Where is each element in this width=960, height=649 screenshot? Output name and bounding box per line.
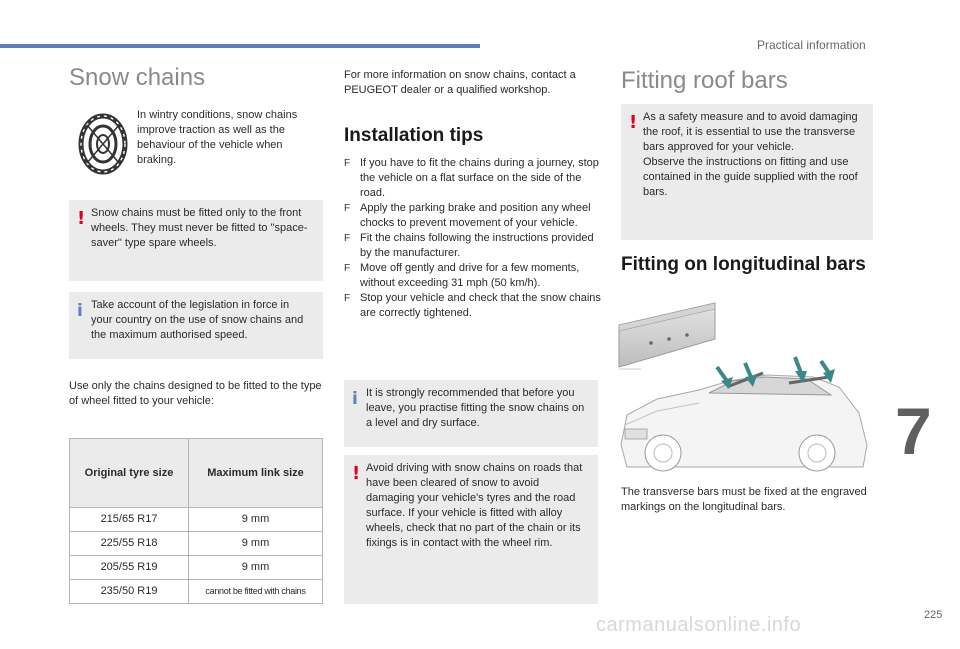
bullet-icon: F xyxy=(344,233,351,244)
tip-text: Move off gently and drive for a few moments, without exceeding 31 mph (50 km/h). xyxy=(360,262,580,289)
table-row xyxy=(70,532,323,556)
warning-roof-box xyxy=(621,104,873,240)
info-icon: i xyxy=(352,389,358,409)
bullet-icon: F xyxy=(344,263,351,274)
installation-tips-title: Installation tips xyxy=(344,125,484,146)
roof-bars-caption: The transverse bars must be fixed at the engraved markings on the longitudinal bars. xyxy=(621,486,867,513)
chapter-number: 7 xyxy=(895,394,932,468)
table-cell: cannot be fitted with chains xyxy=(189,580,323,604)
watermark: carmanualsonline.info xyxy=(596,614,802,636)
list-item xyxy=(344,231,602,261)
tip-text: If you have to fit the chains during a journey, stop the vehicle on a flat surface on the side of the road. xyxy=(360,157,599,199)
warning-front-wheels-text: Snow chains must be fitted only to the front wheels. They must never be fitted to "space-saver" type spare wheels. xyxy=(91,207,308,249)
table-cell: 225/55 R18 xyxy=(70,532,189,556)
table-cell: 9 mm xyxy=(189,532,323,556)
table-row xyxy=(70,556,323,580)
snow-chains-title: Snow chains xyxy=(69,64,206,91)
installation-tips-list xyxy=(344,156,602,321)
header-accent-bar xyxy=(0,44,480,48)
longitudinal-bars-subtitle: Fitting on longitudinal bars xyxy=(621,254,866,275)
roof-bars-title: Fitting roof bars xyxy=(621,67,788,94)
info-icon: i xyxy=(77,301,83,321)
table-cell: 9 mm xyxy=(189,556,323,580)
info-legislation-box xyxy=(69,292,323,359)
bullet-icon: F xyxy=(344,203,351,214)
info-legislation-text: Take account of the legislation in force in your country on the use of snow chains and the maximum authorised speed. xyxy=(91,299,304,341)
warning-exclamation-icon: ! xyxy=(352,463,361,484)
roof-bars-illustration xyxy=(617,295,875,475)
info-practise-text: It is strongly recommended that before you leave, you practise fitting the snow chains on a level and dry surface. xyxy=(366,387,585,429)
tip-text: Stop your vehicle and check that the snow chains are correctly tightened. xyxy=(360,292,601,319)
warning-roads-box xyxy=(344,455,598,604)
page-number: 225 xyxy=(924,609,943,621)
section-label: Practical information xyxy=(757,38,866,52)
tyre-size-table xyxy=(69,438,323,604)
warning-roof-text: As a safety measure and to avoid damaging the roof, it is essential to use the transverse bars approved for your vehicle. Observe the instructions on fitting and use contained in the guide supplied with the roof bars. xyxy=(643,111,858,198)
table-header-cell: Maximum link size xyxy=(189,439,323,508)
warning-exclamation-icon: ! xyxy=(77,208,86,229)
table-row xyxy=(70,580,323,604)
snow-chains-intro: In wintry conditions, snow chains improve traction as well as the behaviour of the vehicle when braking. xyxy=(137,109,298,166)
warning-exclamation-icon: ! xyxy=(629,112,638,133)
table-cell: 205/55 R19 xyxy=(70,556,189,580)
bullet-icon: F xyxy=(344,158,351,169)
warning-front-wheels-box xyxy=(69,200,323,281)
table-row xyxy=(70,508,323,532)
tip-text: Apply the parking brake and position any wheel chocks to prevent movement of your vehicle. xyxy=(360,202,591,229)
table-cell: 9 mm xyxy=(189,508,323,532)
table-cell: 215/65 R17 xyxy=(70,508,189,532)
warning-roads-text: Avoid driving with snow chains on roads that have been cleared of snow to avoid damaging your vehicle's tyres and the road surface. If your vehicle is fitted with alloy wheels, check that no part of the chain or its fixings is in contact with the wheel rim. xyxy=(366,462,583,549)
table-header-row xyxy=(70,439,323,508)
tip-text: Fit the chains following the instructions provided by the manufacturer. xyxy=(360,232,594,259)
table-cell: 235/50 R19 xyxy=(70,580,189,604)
bullet-icon: F xyxy=(344,293,351,304)
list-item xyxy=(344,291,602,321)
snow-chain-icon xyxy=(73,111,133,177)
list-item xyxy=(344,261,602,291)
more-info-text: For more information on snow chains, contact a PEUGEOT dealer or a qualified workshop. xyxy=(344,69,576,96)
info-practise-box xyxy=(344,380,598,447)
table-header-cell: Original tyre size xyxy=(70,439,189,508)
list-item xyxy=(344,201,602,231)
list-item xyxy=(344,156,602,201)
use-only-text: Use only the chains designed to be fitted to the type of wheel fitted to your vehicle: xyxy=(69,380,322,407)
